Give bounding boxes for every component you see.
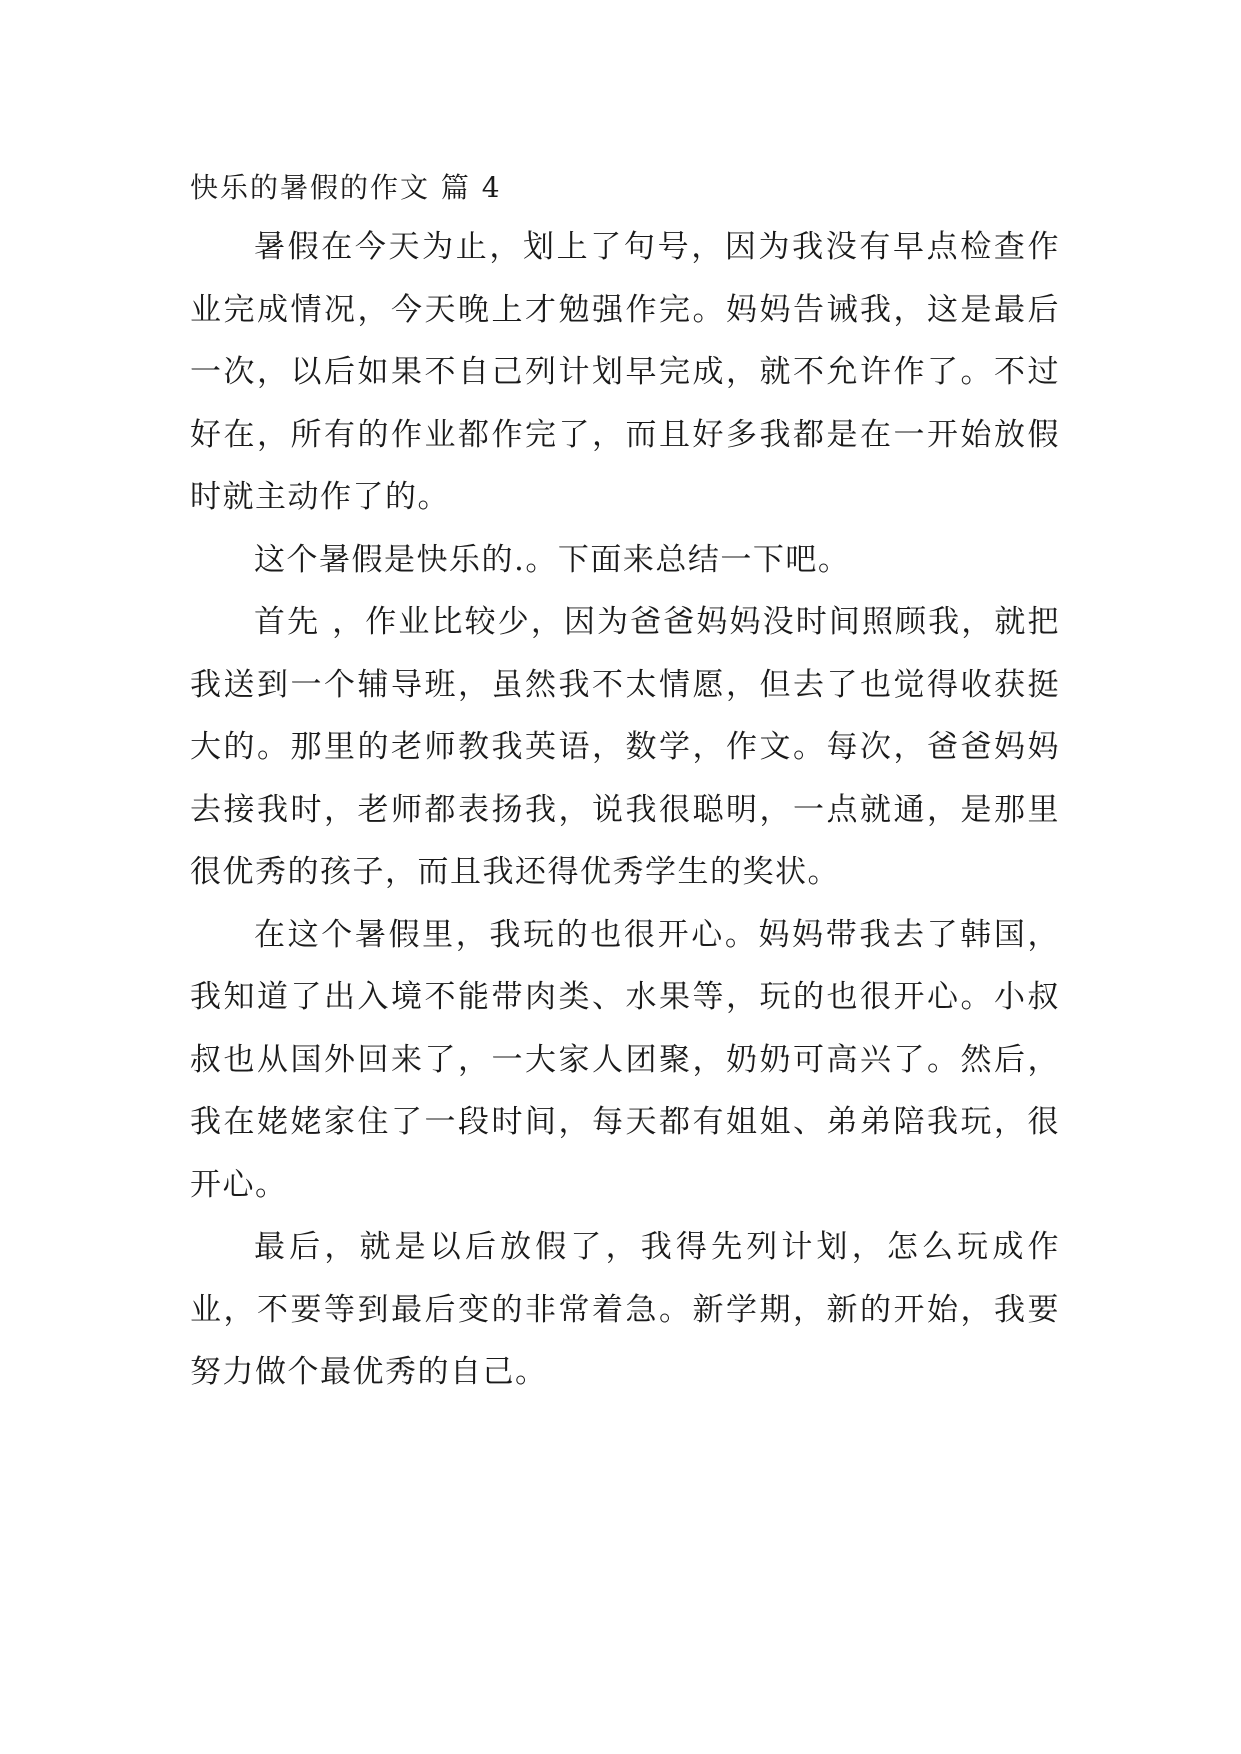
- essay-paragraph-2: 这个暑假是快乐的.。下面来总结一下吧。: [254, 541, 851, 578]
- essay-paragraph-5: 最后，就是以后放假了，我得先列计划，怎么玩成作业，不要等到最后变的非常着急。新学期，新的开始，我要努力做个最优秀的自己。: [190, 1229, 1060, 1390]
- essay-paragraph-4: 在这个暑假里，我玩的也很开心。妈妈带我去了韩国，我知道了出入境不能带肉类、水果等，玩的也很开心。小叔叔也从国外回来了，一大家人团聚，奶奶可高兴了。然后，我在姥姥家住了一段时间，每天都有姐姐、弟弟陪我玩，很开心。: [190, 916, 1060, 1203]
- essay-title: 快乐的暑假的作文 篇 4: [190, 171, 502, 204]
- essay-paragraph-1: 暑假在今天为止，划上了句号，因为我没有早点检查作业完成情况，今天晚上才勉强作完。妈妈告诫我，这是最后一次，以后如果不自己列计划早完成，就不允许作了。不过好在，所有的作业都作完了，而且好多我都是在一开始放假时就主动作了的。: [190, 229, 1060, 515]
- essay-paragraph-3: 首先 ，作业比较少，因为爸爸妈妈没时间照顾我，就把我送到一个辅导班，虽然我不太情愿，但去了也觉得收获挺大的。那里的老师教我英语，数学，作文。每次，爸爸妈妈去接我时，老师都表扬我，说我很聪明，一点就通，是那里很优秀的孩子，而且我还得优秀学生的奖状。: [190, 604, 1060, 890]
- essay-content: [190, 160, 1060, 1404]
